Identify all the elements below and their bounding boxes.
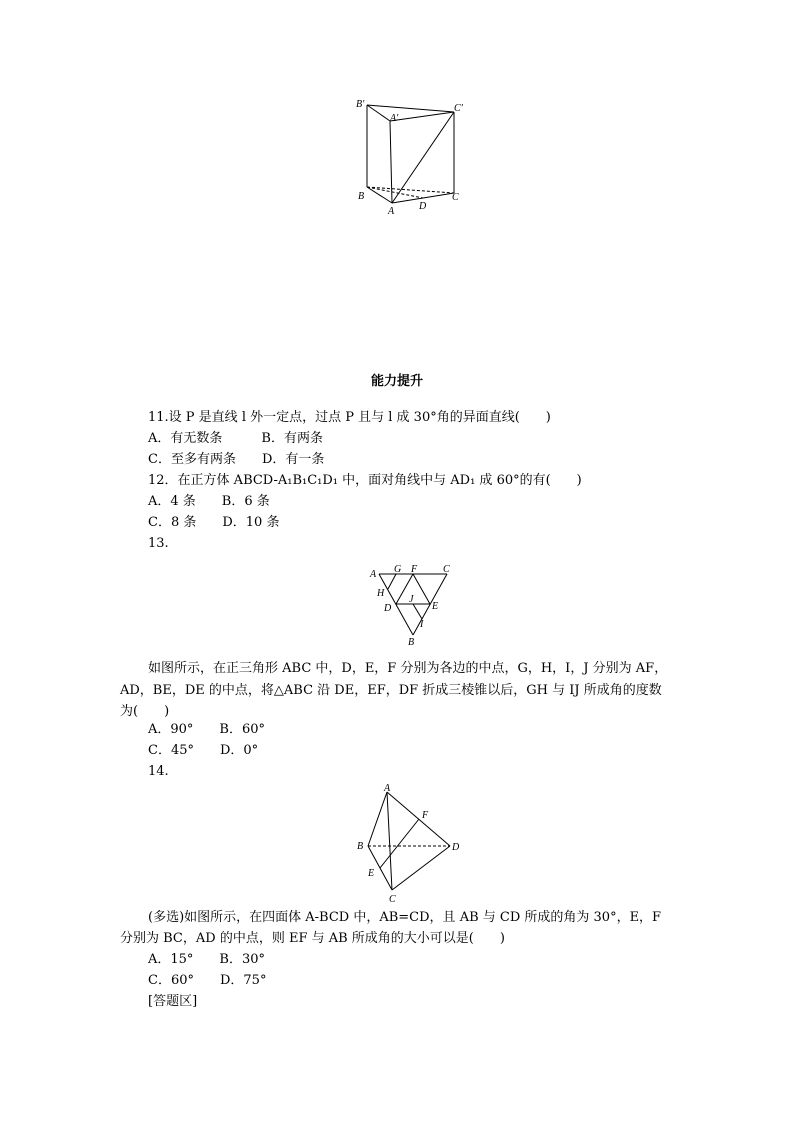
label-b: B (408, 637, 415, 648)
q12-stem: 12．在正方体 ABCD-A₁B₁C₁D₁ 中，面对角线中与 AD₁ 成 60°的有( ) (148, 473, 582, 488)
label-a1: A' (390, 113, 399, 124)
tetrahedron-figure (350, 782, 470, 907)
label-c: C (389, 894, 396, 905)
answer-area-label: [答题区] (148, 994, 198, 1009)
triangle-fold-figure (365, 563, 460, 648)
q14-options-row1: A．15° B．30° (148, 952, 266, 967)
label-c1: C' (454, 103, 463, 114)
prism-figure (350, 95, 470, 220)
label-a: A (388, 206, 395, 217)
label-b1: B' (356, 99, 365, 110)
label-i: I (420, 619, 424, 630)
q13-stem-line2: AD，BE，DE 的中点，将△ABC 沿 DE，EF，DF 折成三棱锥以后，GH 与 IJ 所成角的度数 (120, 683, 662, 698)
label-h: H (377, 588, 385, 599)
label-a: A (384, 783, 391, 794)
section-title: 能力提升 (370, 374, 423, 389)
q14-stem-line1: (多选)如图所示，在四面体 A-BCD 中，AB=CD，且 AB 与 CD 所成的角为 30°，E，F (148, 910, 662, 925)
label-f: F (422, 810, 429, 821)
label-e: E (432, 601, 439, 612)
label-g: G (394, 564, 402, 575)
q14-stem-line2: 分别为 BC，AD 的中点，则 EF 与 AB 所成角的大小可以是( ) (120, 931, 505, 946)
label-a: A (370, 569, 377, 580)
label-d: D (452, 842, 460, 853)
q11-options-row2: C．至多有两条 D．有一条 (148, 452, 325, 467)
label-c: C (443, 564, 450, 575)
label-e: E (368, 868, 375, 879)
q11-options-row1: A．有无数条 B．有两条 (148, 431, 323, 446)
q11-stem: 11.设 P 是直线 l 外一定点，过点 P 且与 l 成 30°角的异面直线( ) (148, 410, 551, 425)
q14-options-row2: C．60° D．75° (148, 973, 267, 988)
q12-options-row1: A．4 条 B．6 条 (148, 494, 270, 509)
label-d: D (384, 603, 392, 614)
q13-options-row1: A．90° B．60° (148, 722, 266, 737)
label-f: F (411, 564, 418, 575)
label-c: C (452, 192, 459, 203)
q13-stem-line1: 如图所示，在正三角形 ABC 中，D，E，F 分别为各边的中点，G，H，I，J 分别为 AF， (148, 661, 668, 676)
q13-number: 13. (148, 536, 169, 551)
q12-options-row2: C．8 条 D．10 条 (148, 515, 280, 530)
label-d: D (419, 201, 427, 212)
q14-number: 14. (148, 764, 169, 779)
label-b: B (358, 191, 365, 202)
q13-stem-line3: 为( ) (120, 704, 170, 719)
q13-options-row2: C．45° D．0° (148, 743, 259, 758)
label-j: J (409, 594, 414, 605)
label-b: B (357, 841, 364, 852)
